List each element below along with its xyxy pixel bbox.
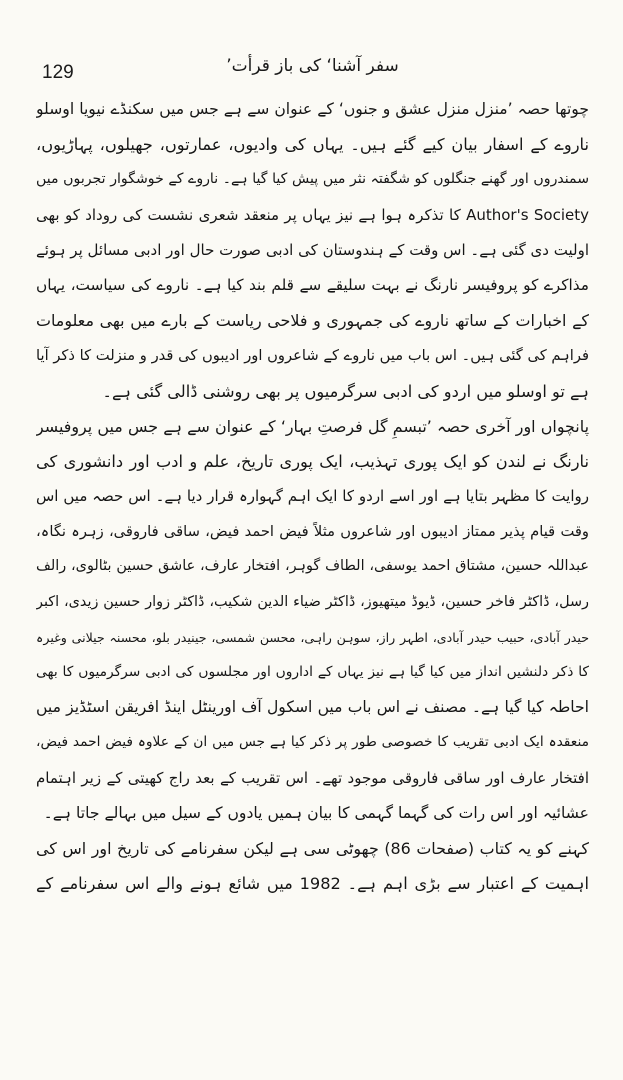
text-line: عشائیہ اور اس رات کی گہما گہمی کا بیان ہمیں یادوں کے سیل میں بہالے جاتا ہے۔ [43, 803, 589, 822]
text-line: ناروے کے اسفار بیان کیے گئے ہیں۔ یہاں کی وادیوں، عمارتوں، جھیلوں، پہاڑیوں، [36, 135, 589, 155]
text-line: فراہم کی گئی ہیں۔ اس باب میں ناروے کے شاعروں اور ادیبوں کی قدر و منزلت کا ذکر آیا [36, 347, 589, 365]
text-line: رسل، ڈاکٹر فاخر حسین، ڈیوڈ میتھیوز، ڈاکٹر ضیاء الدین شکیب، ڈاکٹر زوار حسین زیدی، اکبر [36, 593, 589, 610]
text-line: عبداللہ حسین، مشتاق احمد یوسفی، الطاف گوہر، افتخار عارف، عاشق حسین بٹالوی، رالف [36, 558, 589, 575]
text-line: کے اخبارات کے ساتھ ناروے کی جمہوری و فلاحی ریاست کے بارے میں بھی معلومات [36, 311, 589, 331]
text-line: ہے تو اوسلو میں اردو کی ادبی سرگرمیوں پر بھی روشنی ڈالی گئی ہے۔ [102, 381, 589, 401]
text-line: چوتھا حصہ ’منزل منزل عشق و جنوں‘ کے عنوان سے ہے جس میں سکنڈے نیویا اوسلو [36, 100, 589, 118]
page-header [36, 0, 589, 92]
text-line: Author's Society کا تذکرہ ہوا ہے نیز یہاں پر منعقد شعری نشست کی روداد کو بھی [36, 205, 589, 224]
text-line: وقت قیام پذیر ممتاز ادیبوں اور شاعروں مثلاً فیض احمد فیض، ساقی فاروقی، زہرہ نگاہ، [36, 523, 589, 541]
text-line: حیدر آبادی، حبیب حیدر آبادی، اطہر راز، سوہن راہی، محسن شمسی، جینیدر بلو، محسنہ جیلانی وغیرہ [36, 629, 589, 645]
text-line: احاطہ کیا گیا ہے۔ مصنف نے اس باب میں اسکول آف اورینٹل اینڈ افریقن اسٹڈیز میں [36, 698, 589, 717]
text-line: روایت کا مظہر بتایا ہے اور اسے اردو کا ایک اہم گہوارہ قرار دیا ہے۔ اس حصہ میں اس [36, 487, 589, 506]
running-title: ’سفر آشنا‘ کی باز قرأت [226, 56, 399, 76]
text-line: اہمیت کے اعتبار سے بڑی اہم ہے۔ 1982 میں شائع ہونے والے اس سفرنامے کے [36, 874, 589, 894]
text-line: کا ذکر دلنشیں انداز میں کیا گیا ہے نیز یہاں کے اداروں اور مجلسوں کی ادبی سرگرمیوں کا بھی [36, 664, 589, 680]
text-line: مذاکرے کو پروفیسر نارنگ نے بہت سلیقے سے قلم بند کیا ہے۔ ناروے کی سیاست، یہاں [36, 275, 589, 294]
text-line: افتخار عارف اور ساقی فاروقی موجود تھے۔ اس تقریب کے بعد راج کھیتی کے زیر اہتمام [36, 768, 589, 787]
text-line: اولیت دی گئی ہے۔ اس وقت کے ہندوستان کی ادبی صورت حال اور ادبی مسائل پر ہوئے [36, 240, 589, 259]
text-line: منعقدہ ایک ادبی تقریب کا خصوصی طور پر ذکر کیا ہے جس میں ان کے علاوہ فیض احمد فیض، [36, 734, 589, 751]
text-line: سمندروں اور گھنے جنگلوں کو شگفتہ نثر میں پیش کیا گیا ہے۔ ناروے کے خوشگوار تجربوں میں [36, 171, 589, 188]
body-text [36, 92, 589, 901]
text-line: کہنے کو یہ کتاب (صفحات 86) چھوٹی سی ہے لیکن سفرنامے کی تاریخ اور اس کی [36, 838, 589, 858]
text-line: پانچواں اور آخری حصہ ’تبسمِ گل فرصتِ بہار‘ کے عنوان سے ہے جس میں پروفیسر [36, 416, 589, 436]
page-number: 129 [42, 62, 74, 83]
text-line: نارنگ نے لندن کو ایک پوری تہذیب، ایک پوری تاریخ، علم و ادب اور دانشوری کی [36, 451, 589, 471]
